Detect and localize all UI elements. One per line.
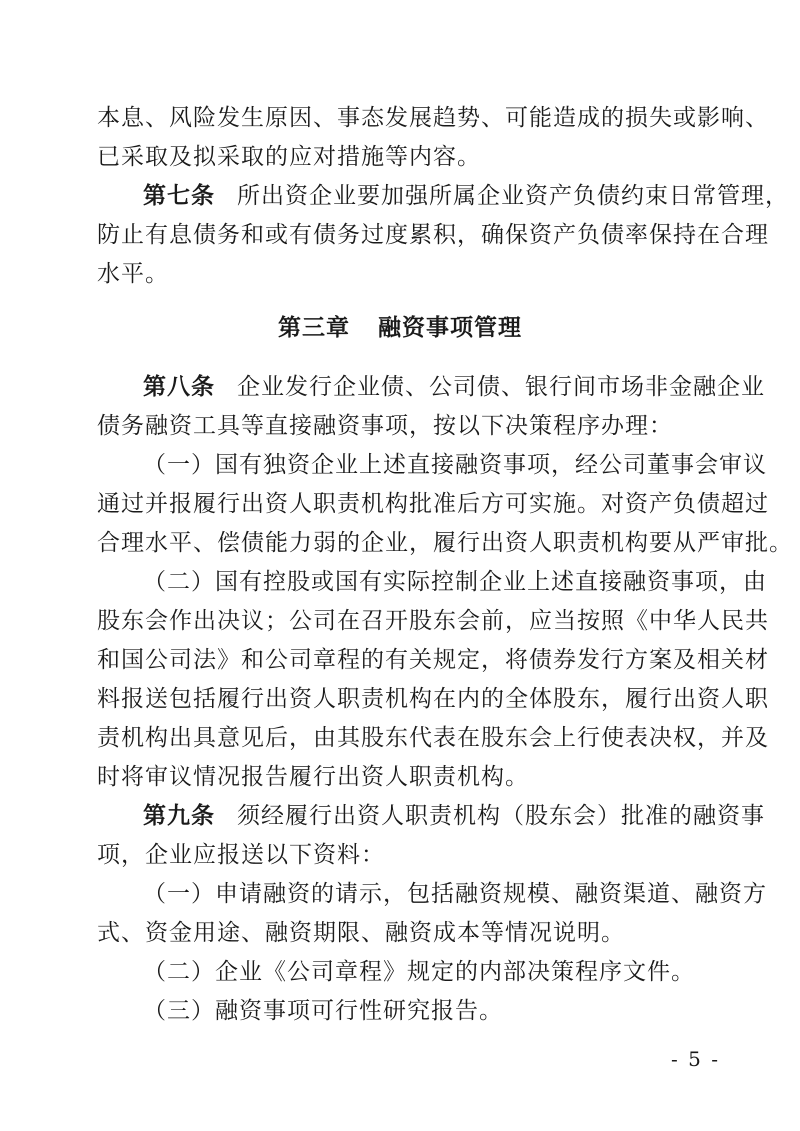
article-9-item-1-line-1: （一）申请融资的请示，包括融资规模、融资渠道、融资方 [143, 881, 767, 907]
page-number: - 5 - [671, 1047, 720, 1071]
article-9-label: 第九条 [143, 803, 215, 829]
article-8-item-1-line-3: 合理水平、偿债能力弱的企业，履行出资人职责机构要从严审批。 [97, 530, 793, 556]
chapter-heading [0, 313, 800, 343]
chapter-number: 第三章 [278, 315, 350, 341]
article-9-text-1: 须经履行出资人职责机构（股东会）批准的融资事 [237, 803, 765, 829]
article-8-item-2-line-6: 时将审议情况报告履行出资人职责机构。 [97, 764, 529, 790]
article-9-item-2-line-1: （二）企业《公司章程》规定的内部决策程序文件。 [143, 959, 695, 985]
article-8-item-2-line-5: 责机构出具意见后，由其股东代表在股东会上行使表决权，并及 [97, 725, 769, 751]
article-8-item-1-line-2: 通过并报履行出资人职责机构批准后方可实施。对资产负债超过 [97, 491, 769, 517]
article-7-line-3: 水平。 [97, 261, 169, 287]
article-7-line-2: 防止有息债务和或有债务过度累积，确保资产负债率保持在合理 [97, 222, 769, 248]
article-9-item-3-line-1: （三）融资事项可行性研究报告。 [143, 998, 503, 1024]
article-8-line-1 [143, 372, 765, 402]
chapter-title: 融资事项管理 [378, 315, 522, 341]
article-8-item-2-line-1: （二）国有控股或国有实际控制企业上述直接融资事项，由 [143, 569, 767, 595]
article-8-item-1-line-1: （一）国有独资企业上述直接融资事项，经公司董事会审议 [143, 452, 767, 478]
article-7-text-1: 所出资企业要加强所属企业资产负债约束日常管理， [237, 183, 789, 209]
paragraph-continued-line-1: 本息、风险发生原因、事态发展趋势、可能造成的损失或影响、 [97, 105, 769, 131]
article-9-line-2: 项，企业应报送以下资料： [97, 842, 385, 868]
article-8-item-2-line-2: 股东会作出决议；公司在召开股东会前，应当按照《中华人民共 [97, 608, 769, 634]
article-8-item-2-line-3: 和国公司法》和公司章程的有关规定，将债券发行方案及相关材 [97, 647, 769, 673]
paragraph-continued-line-2: 已采取及拟采取的应对措施等内容。 [97, 144, 481, 170]
article-8-item-2-line-4: 料报送包括履行出资人职责机构在内的全体股东，履行出资人职 [97, 686, 769, 712]
article-8-line-2: 债务融资工具等直接融资事项，按以下决策程序办理： [97, 413, 673, 439]
article-9-item-1-line-2: 式、资金用途、融资期限、融资成本等情况说明。 [97, 920, 625, 946]
article-8-text-1: 企业发行企业债、公司债、银行间市场非金融企业 [237, 374, 765, 400]
article-9-line-1 [143, 801, 765, 831]
article-7-line-1 [143, 181, 789, 211]
article-8-label: 第八条 [143, 374, 215, 400]
article-7-label: 第七条 [143, 183, 215, 209]
